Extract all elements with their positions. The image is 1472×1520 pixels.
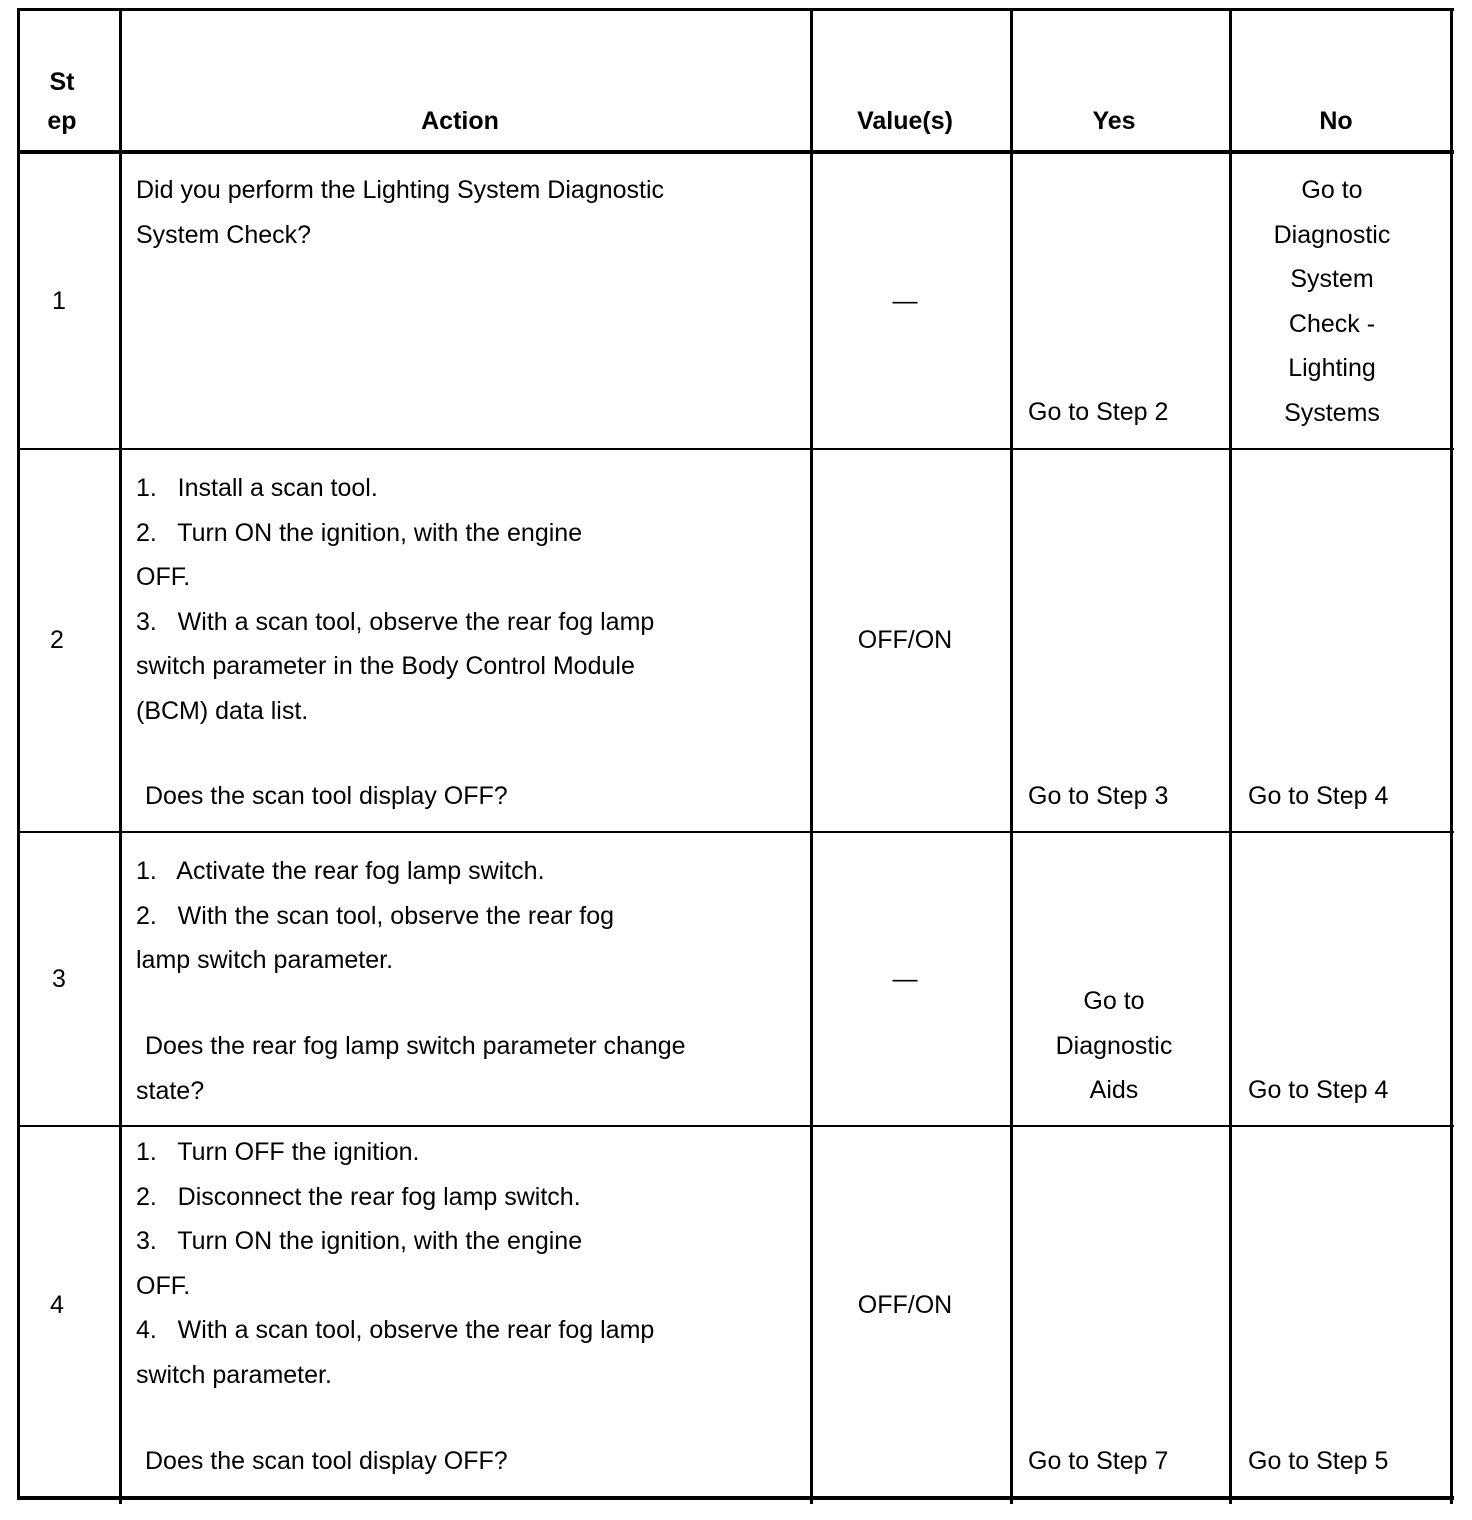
row-2-value <box>813 618 997 663</box>
header-yes-label: Yes <box>1092 107 1136 135</box>
value-text: OFF/ON <box>857 1291 953 1319</box>
action-line: switch parameter. <box>136 1360 332 1389</box>
header-bottom-border <box>17 150 1454 154</box>
question-line: Does the rear fog lamp switch parameter change <box>145 1032 686 1060</box>
no-link-text: Go to Step 4 <box>1248 782 1389 810</box>
column-divider <box>810 8 813 1504</box>
no-line: Check - <box>1288 309 1376 338</box>
header-no-label: No <box>1319 107 1353 135</box>
yes-link-text: Go to Step 3 <box>1028 782 1169 810</box>
question-text: Does the scan tool display OFF? <box>145 782 508 810</box>
header-no <box>1232 102 1440 141</box>
action-line: 1. Install a scan tool. <box>136 474 378 502</box>
action-line: System Check? <box>136 220 312 249</box>
action-line: 1. Activate the rear fog lamp switch. <box>136 857 545 885</box>
value-text: OFF/ON <box>857 626 953 654</box>
action-line: Did you perform the Lighting System Diagnostic <box>136 176 665 204</box>
question-text: Does the scan tool display OFF? <box>145 1447 508 1475</box>
row-1-step <box>52 279 66 324</box>
row-4-value <box>813 1283 997 1328</box>
column-divider <box>119 8 122 1504</box>
row-divider <box>17 831 1454 833</box>
row-3-step <box>52 957 66 1002</box>
step-number: 1 <box>52 287 66 315</box>
row-3-no <box>1248 1068 1388 1113</box>
row-4-yes <box>1028 1439 1168 1484</box>
row-2-action <box>136 466 654 733</box>
yes-link-text: Go to Step 7 <box>1028 1447 1169 1475</box>
row-2-question <box>145 774 508 819</box>
yes-link-text: Go to Step 2 <box>1028 398 1169 426</box>
no-line: Lighting <box>1288 354 1376 382</box>
header-action <box>122 102 798 141</box>
header-step <box>20 63 104 141</box>
row-4-action <box>136 1130 654 1397</box>
row-1-value <box>813 279 997 324</box>
row-1-action <box>136 168 664 257</box>
row-4-question <box>145 1439 508 1484</box>
yes-line: Go to <box>1083 987 1145 1015</box>
row-3-question <box>136 1024 686 1113</box>
row-divider <box>17 448 1454 450</box>
header-values-label: Value(s) <box>857 107 953 135</box>
header-yes <box>1013 102 1215 141</box>
action-line: (BCM) data list. <box>136 696 309 725</box>
action-line: 4. With a scan tool, observe the rear fog lamp <box>136 1316 655 1344</box>
no-line: Diagnostic <box>1273 220 1391 249</box>
yes-line: Aids <box>1089 1076 1139 1104</box>
step-number: 3 <box>52 965 66 993</box>
no-line: Go to <box>1301 176 1363 204</box>
row-2-no <box>1248 774 1388 819</box>
action-line: 2. Disconnect the rear fog lamp switch. <box>136 1182 581 1211</box>
action-line: 2. With the scan tool, observe the rear fog <box>136 901 615 930</box>
action-line: OFF. <box>136 563 191 591</box>
table-left-border <box>17 8 20 1500</box>
action-line: 1. Turn OFF the ignition. <box>136 1138 420 1166</box>
no-link-text: Go to Step 5 <box>1248 1447 1389 1475</box>
table-right-border <box>1450 8 1453 1504</box>
row-3-value <box>813 957 997 1002</box>
no-link-text: Go to Step 4 <box>1248 1076 1389 1104</box>
value-text: — <box>892 287 918 315</box>
row-2-yes <box>1028 774 1168 819</box>
action-line: switch parameter in the Body Control Module <box>136 652 635 680</box>
column-divider <box>1010 8 1013 1504</box>
action-line: 3. With a scan tool, observe the rear fog lamp <box>136 607 655 636</box>
action-line: OFF. <box>136 1271 191 1300</box>
question-line: state? <box>136 1076 205 1105</box>
row-1-no <box>1232 168 1432 435</box>
row-1-yes <box>1028 390 1168 435</box>
action-line: 2. Turn ON the ignition, with the engine <box>136 518 583 547</box>
table-bottom-border <box>17 1496 1454 1500</box>
step-number: 2 <box>50 626 64 654</box>
row-2-step <box>50 618 64 663</box>
header-values <box>813 102 997 141</box>
step-number: 4 <box>50 1291 64 1319</box>
action-line: lamp switch parameter. <box>136 946 394 974</box>
no-line: Systems <box>1284 398 1380 427</box>
no-line: System <box>1290 265 1374 293</box>
value-text: — <box>892 965 918 993</box>
row-4-step <box>50 1283 64 1328</box>
row-3-action <box>136 849 614 983</box>
row-3-yes <box>1013 979 1215 1113</box>
header-action-label: Action <box>421 107 499 135</box>
table-top-border <box>17 8 1454 11</box>
header-step-line: St <box>49 68 75 96</box>
header-step-line: ep <box>47 107 77 135</box>
row-4-no <box>1248 1439 1388 1484</box>
action-line: 3. Turn ON the ignition, with the engine <box>136 1227 583 1255</box>
row-divider <box>17 1125 1454 1127</box>
yes-line: Diagnostic <box>1055 1031 1173 1060</box>
